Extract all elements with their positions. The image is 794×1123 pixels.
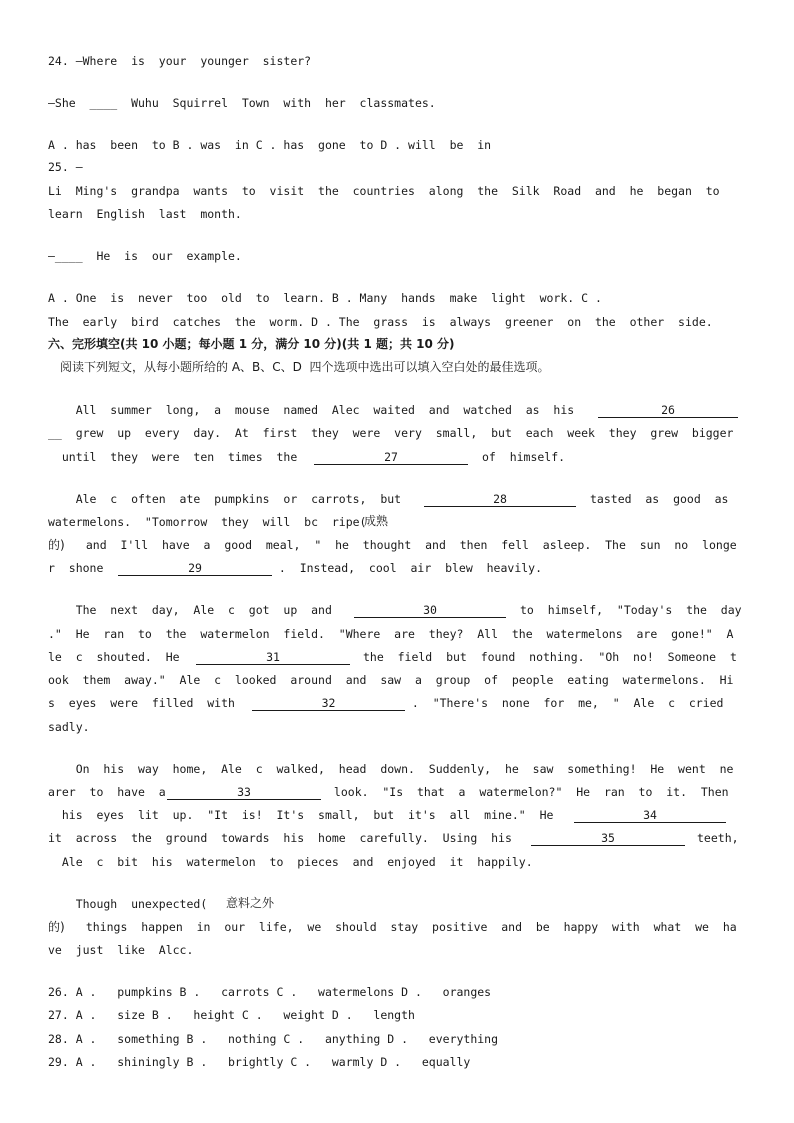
text-line-p4d2: teeth, (697, 831, 739, 845)
text-line-p4d: it across the ground towards his home carefully. Using his (48, 831, 512, 845)
blank-26: 26 (598, 403, 738, 418)
text-line-p3b: ." He ran to the watermelon field. "Where are they? All the watermelons are gone!" A (48, 627, 734, 641)
text-line-p2d: r shone (48, 561, 104, 575)
gloss-ripe: 成熟 (364, 514, 389, 528)
text-line-q24: 24. —Where is your younger sister? (48, 54, 312, 68)
section-heading: 六、完形填空(共 10 小题；每小题 1 分，满分 10 分)(共 1 题；共 10 分) (48, 337, 455, 351)
text-line-q24a: —She ____ Wuhu Squirrel Town with her classmates. (48, 96, 436, 110)
text-line-o29: 29. A . shiningly B . brightly C . warmly D . equally (48, 1055, 471, 1069)
text-line-p3f: sadly. (48, 720, 90, 734)
text-line-p3a: The next day, Ale c got up and (48, 603, 332, 617)
text-line-p3d: ook them away." Ale c looked around and saw a group of people eating watermelons. Hi (48, 673, 734, 687)
text-line-p5b: things happen in our life, we should stay positive and be happy with what we ha (72, 920, 737, 934)
text-line-p4b: arer to have a (48, 785, 166, 799)
text-line-p2d2: . Instead, cool air blew heavily. (272, 561, 543, 575)
text-line-p1b: __ grew up every day. At first they were very small, but each week they grew bigger (48, 426, 734, 440)
text-line-o27: 27. A . size B . height C . weight D . length (48, 1008, 415, 1022)
text-line-q25a: —____ He is our example. (48, 249, 242, 263)
text-line-q25b: Li Ming's grandpa wants to visit the countries along the Silk Road and he began to (48, 184, 720, 198)
text-line-p5a: Though unexpected( (48, 897, 208, 911)
text-line-p1c: until they were ten times the (48, 450, 298, 464)
text-line-p2c: and I'll have a good meal, " he thought and then fell asleep. The sun no longe (72, 538, 737, 552)
blank-30: 30 (354, 603, 506, 618)
text-line-p4c: his eyes lit up. "It is! It's small, but it's all mine." He (48, 808, 554, 822)
blank-34: 34 (574, 808, 726, 823)
text-line-p3e2: . "There's none for me, " Ale c cried (405, 696, 724, 710)
text-line-p2a: Ale c often ate pumpkins or carrots, but (48, 492, 402, 506)
text-line-p3a2: to himself, "Today's the day (520, 603, 742, 617)
blank-35: 35 (531, 831, 685, 846)
text-line-o28: 28. A . something B . nothing C . anything D . everything (48, 1032, 499, 1046)
gloss-unexpected-close: 的) (48, 920, 65, 934)
text-line-q25o2: The early bird catches the worm. D . The grass is always greener on the other side. (48, 315, 713, 329)
text-line-p3c2: the field but found nothing. "Oh no! Someone t (363, 650, 737, 664)
text-line-q25o1: A . One is never too old to learn. B . Many hands make light work. C . (48, 291, 602, 305)
text-line-p2a2: tasted as good as (590, 492, 729, 506)
blank-33: 33 (167, 785, 321, 800)
text-line-p2b: watermelons. "Tomorrow they will bc ripe( (48, 515, 367, 529)
text-line-p3e: s eyes were filled with (48, 696, 235, 710)
text-line-p1c2: of himself. (482, 450, 566, 464)
blank-28: 28 (424, 492, 576, 507)
gloss-unexpected: 意料之外 (226, 896, 275, 910)
text-line-q24o: A . has been to B . was in C . has gone to D . will be in (48, 138, 492, 152)
text-line-p5c: ve just like Alcc. (48, 943, 194, 957)
instruction-text: 阅读下列短文，从每小题所给的 A、B、C、D 四个选项中选出可以填入空白处的最佳选项。 (60, 360, 550, 374)
text-line-p4e: Ale c bit his watermelon to pieces and enjoyed it happily. (48, 855, 533, 869)
gloss-ripe-close: 的) (48, 538, 65, 552)
blank-27: 27 (314, 450, 468, 465)
text-line-p3c: le c shouted. He (48, 650, 180, 664)
text-line-p1a: All summer long, a mouse named Alec waited and watched as his (48, 403, 575, 417)
text-line-q25c: learn English last month. (48, 207, 242, 221)
blank-29: 29 (118, 561, 272, 576)
text-line-p4a: On his way home, Ale c walked, head down. Suddenly, he saw something! He went ne (48, 762, 734, 776)
blank-31: 31 (196, 650, 350, 665)
text-line-p4b2: look. "Is that a watermelon?" He ran to it. Then (327, 785, 729, 799)
text-line-q25: 25. — (48, 160, 83, 174)
text-line-o26: 26. A . pumpkins B . carrots C . watermelons D . oranges (48, 985, 492, 999)
blank-32: 32 (252, 696, 405, 711)
